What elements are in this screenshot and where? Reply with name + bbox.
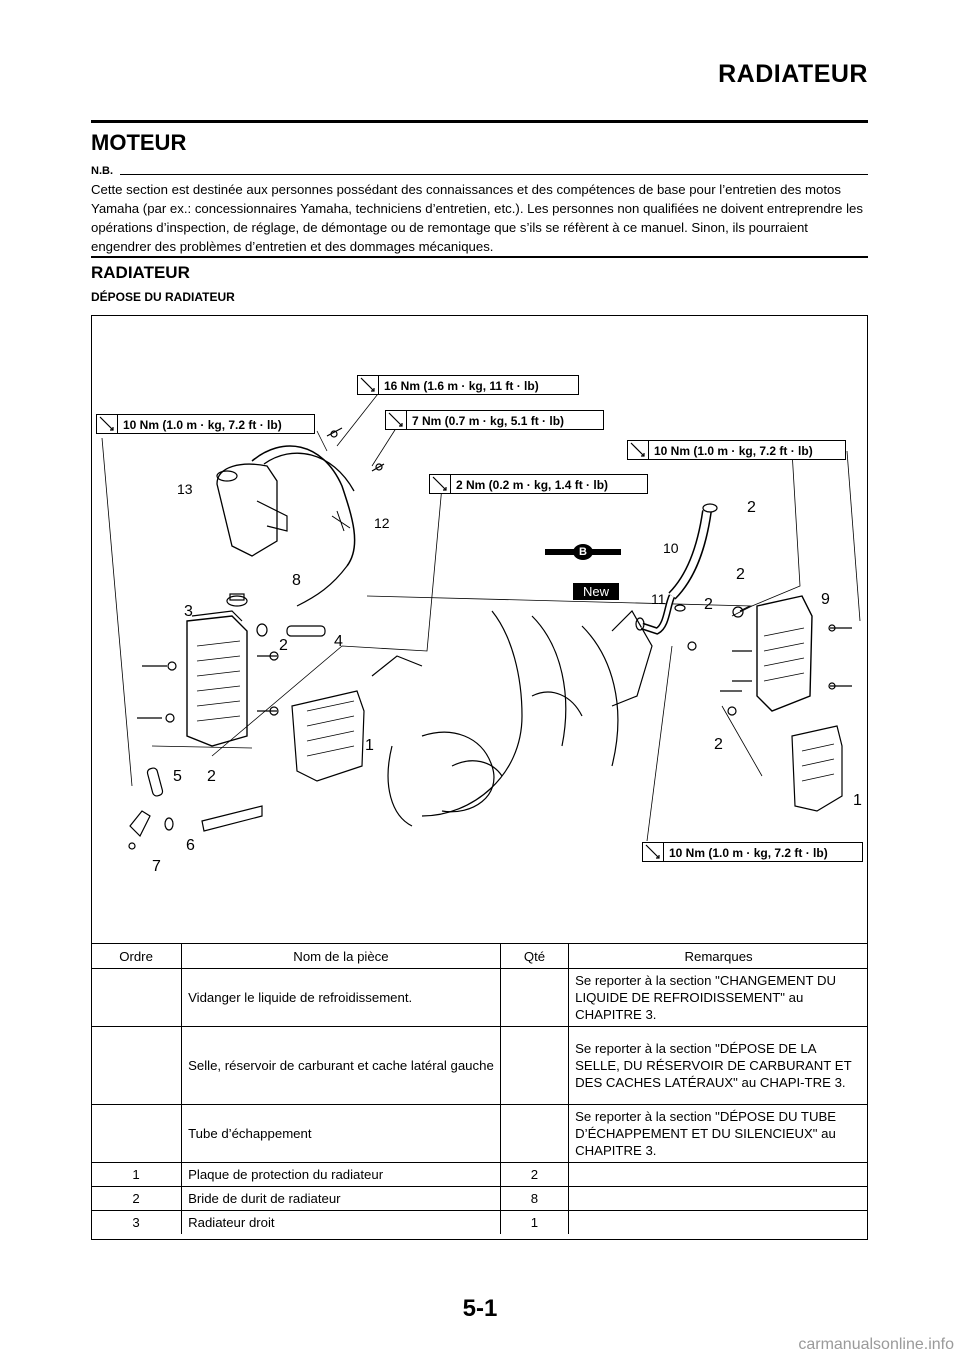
cell-remarques: Se reporter à la section "DÉPOSE DE LA SELLE, DU RÉSERVOIR DE CARBURANT ET DES CACHES LATÉRAUX" au CHAPI-TRE 3. [569,1027,868,1105]
cell-remarques: Se reporter à la section "CHANGEMENT DU LIQUIDE DE REFROIDISSEMENT" au CHAPITRE 3. [569,969,868,1027]
callout-11: 11 [651,591,666,607]
callout-1-b: 1 [853,792,862,809]
note-label: N.B. [91,165,113,177]
table-row [91,1163,868,1187]
cell-ordre: 3 [91,1211,182,1235]
subsection-title: RADIATEUR [91,263,190,282]
col-header-qte: Qté [500,944,568,969]
cell-nom: Tube d’échappement [182,1105,501,1163]
callout-4: 4 [334,633,343,650]
cell-qte [500,969,568,1027]
callout-2-e: 2 [207,768,216,785]
cell-nom: Bride de durit de radiateur [182,1187,501,1211]
callout-8: 8 [292,572,301,589]
torque-value: 16 Nm (1.6 m · kg, 11 ft · lb) [384,379,539,393]
cell-remarques [569,1163,868,1187]
torque-value: 2 Nm (0.2 m · kg, 1.4 ft · lb) [456,478,609,492]
cell-ordre [91,969,182,1027]
callout-2-d: 2 [704,596,713,613]
wrench-icon [643,843,664,861]
cell-remarques [569,1187,868,1211]
wrench-icon [386,411,407,429]
torque-label-10nm-right [627,440,846,460]
torque-label-7nm [385,410,604,430]
callout-6: 6 [186,837,195,854]
torque-label-2nm [429,474,648,494]
wrench-icon [358,376,379,394]
callout-12: 12 [374,515,390,531]
col-header-ordre: Ordre [91,944,182,969]
cell-nom: Vidanger le liquide de refroidissement. [182,969,501,1027]
parts-table [91,943,868,1234]
cell-qte: 1 [500,1211,568,1235]
section-title: MOTEUR [91,130,187,155]
callout-2-f: 2 [714,736,723,753]
page-number: 5-1 [462,1295,498,1322]
note-bottom-rule [91,256,868,258]
torque-value: 10 Nm (1.0 m · kg, 7.2 ft · lb) [669,846,828,860]
procedure-title: DÉPOSE DU RADIATEUR [91,290,235,304]
callout-2-c: 2 [736,566,745,583]
cell-nom: Radiateur droit [182,1211,501,1235]
callout-5: 5 [173,768,182,785]
col-header-nom: Nom de la pièce [182,944,501,969]
torque-label-10nm-bottom [642,842,863,862]
table-row [91,1027,868,1105]
cell-remarques [569,1211,868,1235]
table-row [91,1187,868,1211]
callout-10: 10 [663,540,679,556]
cell-nom: Selle, réservoir de carburant et cache latéral gauche [182,1027,501,1105]
page-header-title: RADIATEUR [718,60,868,88]
cell-nom: Plaque de protection du radiateur [182,1163,501,1187]
grease-b-badge: B [573,544,593,560]
new-part-badge: New [573,583,619,600]
cell-remarques: Se reporter à la section "DÉPOSE DU TUBE D’ÉCHAPPEMENT ET DU SILENCIEUX" au CHAPITRE 3. [569,1105,868,1163]
callout-1-a: 1 [365,737,374,754]
torque-label-10nm-left [96,414,315,434]
torque-value: 10 Nm (1.0 m · kg, 7.2 ft · lb) [654,444,813,458]
cell-qte: 2 [500,1163,568,1187]
note-text: Cette section est destinée aux personnes possédant des connaissances et des compétences de base pour l’entretien des motos Yamaha (par ex.: concessionnaires Yamaha, techniciens d’entretien, etc.). Les personnes non qualifiées ne doivent entreprendre les opérations d’inspection, de réglage, de démontage ou de remontage que s’ils se réfèrent à ce manuel. Sinon, ils pourraient engendrer des problèmes d’entretien et des dommages mécaniques. [91,182,863,254]
site-watermark[interactable]: carmanualsonline.info [798,1336,954,1353]
torque-value: 10 Nm (1.0 m · kg, 7.2 ft · lb) [123,418,282,432]
torque-label-16nm [357,375,579,395]
wrench-icon [97,415,118,433]
header-rule [91,120,868,123]
torque-value: 7 Nm (0.7 m · kg, 5.1 ft · lb) [412,414,565,428]
col-header-remarques: Remarques [569,944,868,969]
table-row [91,1211,868,1235]
cell-ordre: 1 [91,1163,182,1187]
grease-symbol [545,544,621,560]
callout-7: 7 [152,858,161,875]
callout-2-b: 2 [747,499,756,516]
cell-qte: 8 [500,1187,568,1211]
note-rule [120,174,868,175]
table-row [91,969,868,1027]
table-row [91,1105,868,1163]
table-header-row [91,944,868,969]
cell-ordre [91,1105,182,1163]
cell-ordre [91,1027,182,1105]
callout-13: 13 [177,481,193,497]
callout-9: 9 [821,591,830,608]
callout-2-a: 2 [279,637,288,654]
wrench-icon [430,475,451,493]
wrench-icon [628,441,649,459]
cell-qte [500,1105,568,1163]
callout-3: 3 [184,603,193,620]
cell-ordre: 2 [91,1187,182,1211]
cell-qte [500,1027,568,1105]
